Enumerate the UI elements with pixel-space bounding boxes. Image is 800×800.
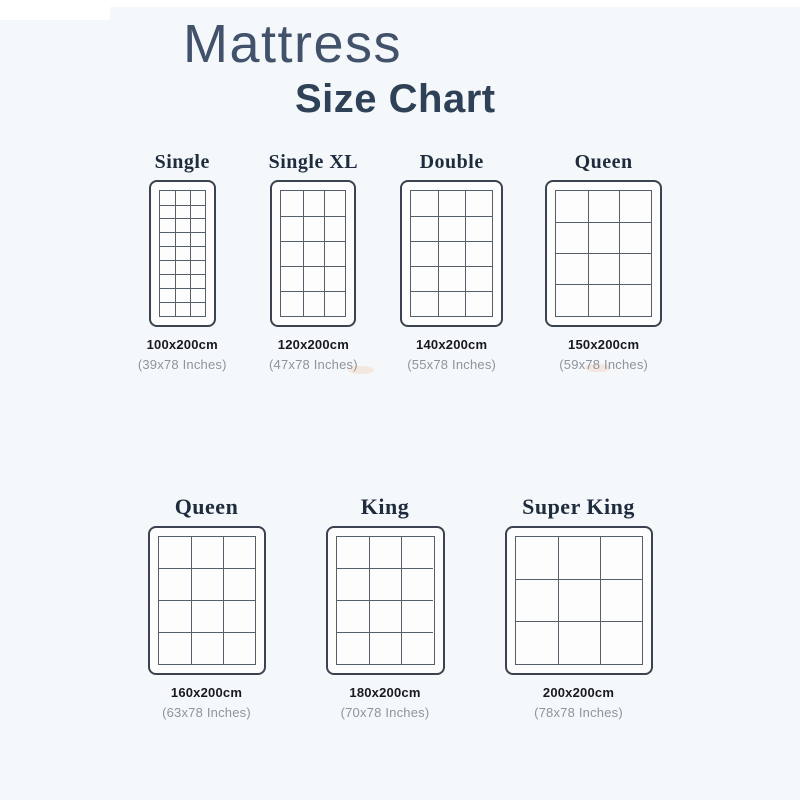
grid-cell [558,579,600,621]
grid-cell [175,288,190,302]
grid-cell [175,246,190,260]
mattress-name: Queen [574,150,633,173]
grid-cell [369,568,401,600]
mattress-name: King [360,493,410,519]
size-inches-label: (47x78 Inches) [268,356,358,372]
mattress-card [400,151,503,372]
grid-cell [619,284,651,315]
grid-cell [401,537,433,569]
grid-cell [160,232,175,246]
size-cm-label: 100x200cm [146,336,218,352]
grid-cell [369,600,401,632]
mattress-diagram [505,526,653,675]
grid-cell [159,632,191,664]
mattress-row-bottom [0,494,800,720]
size-cm-label: 150x200cm [568,336,640,352]
grid-cell [160,205,175,219]
grid-cell [600,621,642,663]
mattress-grid [555,190,652,317]
grid-cell [588,284,620,315]
grid-cell [190,232,205,246]
grid-cell [175,274,190,288]
grid-cell [465,266,492,291]
grid-cell [191,537,223,569]
grid-cell [160,218,175,232]
grid-cell [438,266,465,291]
grid-cell [303,191,324,216]
grid-cell [190,218,205,232]
mattress-grid [410,190,493,317]
size-cm-label: 120x200cm [277,336,349,352]
grid-cell [600,579,642,621]
grid-cell [175,232,190,246]
grid-cell [411,291,438,316]
size-cm-label: 160x200cm [170,684,243,700]
size-cm-label: 180x200cm [349,684,421,700]
grid-cell [619,253,651,284]
grid-cell [600,537,642,579]
size-inches-label: (78x78 Inches) [534,704,623,720]
grid-cell [159,568,191,600]
size-inches-label: (70x78 Inches) [340,704,430,720]
grid-cell [190,246,205,260]
grid-cell [438,241,465,266]
grid-cell [223,537,255,569]
mattress-name: Single [154,150,210,173]
mattress-grid [159,190,206,317]
grid-cell [160,260,175,274]
grid-cell [516,621,558,663]
mattress-grid [158,536,256,665]
grid-cell [303,291,324,316]
grid-cell [160,274,175,288]
size-inches-label: (55x78 Inches) [407,356,497,372]
page-subtitle: Size Chart [295,76,496,121]
size-cm-label: 200x200cm [542,684,615,700]
mattress-diagram [545,180,662,327]
grid-cell [281,191,302,216]
mattress-card [138,151,227,372]
grid-cell [588,222,620,253]
grid-cell [191,600,223,632]
grid-cell [191,568,223,600]
size-inches-label: (59x78 Inches) [559,356,649,372]
grid-cell [558,621,600,663]
grid-cell [191,632,223,664]
grid-cell [558,537,600,579]
grid-cell [516,537,558,579]
mattress-card [326,494,445,720]
grid-cell [175,191,190,205]
size-inches-label: (63x78 Inches) [162,704,251,720]
grid-cell [465,216,492,241]
mattress-diagram [149,180,216,327]
size-inches-label: (39x78 Inches) [137,356,227,372]
grid-cell [588,253,620,284]
mattress-grid [336,536,435,665]
grid-cell [175,218,190,232]
grid-cell [438,216,465,241]
grid-cell [337,600,369,632]
page-title: Mattress [183,14,403,74]
grid-cell [223,568,255,600]
grid-cell [324,266,345,291]
grid-cell [556,284,588,315]
grid-cell [324,291,345,316]
grid-cell [516,579,558,621]
grid-cell [556,222,588,253]
grid-cell [175,260,190,274]
grid-cell [401,632,433,664]
grid-cell [159,600,191,632]
grid-cell [223,600,255,632]
grid-cell [281,291,302,316]
grid-cell [588,191,620,222]
grid-cell [190,274,205,288]
mattress-card [545,151,662,372]
grid-cell [337,568,369,600]
mattress-name: Double [419,150,484,173]
grid-cell [369,537,401,569]
grid-cell [303,241,324,266]
mattress-name: Queen [174,493,239,519]
grid-cell [303,266,324,291]
grid-cell [465,191,492,216]
grid-cell [556,253,588,284]
grid-cell [160,191,175,205]
grid-cell [223,632,255,664]
grid-cell [619,222,651,253]
grid-cell [303,216,324,241]
grid-cell [160,246,175,260]
mattress-card [505,494,653,720]
mattress-grid [280,190,346,317]
grid-cell [175,205,190,219]
grid-cell [411,216,438,241]
grid-cell [324,191,345,216]
grid-cell [159,537,191,569]
mattress-row-top [0,151,800,372]
mattress-card [148,494,266,720]
grid-cell [324,241,345,266]
grid-cell [281,216,302,241]
grid-cell [619,191,651,222]
mattress-diagram [400,180,503,327]
mattress-diagram [148,526,266,675]
grid-cell [465,241,492,266]
grid-cell [324,216,345,241]
grid-cell [160,302,175,316]
grid-cell [281,241,302,266]
mattress-name: Single XL [268,150,359,173]
grid-cell [401,568,433,600]
grid-cell [190,260,205,274]
grid-cell [281,266,302,291]
grid-cell [337,632,369,664]
grid-cell [438,291,465,316]
size-cm-label: 140x200cm [416,336,488,352]
mattress-grid [515,536,643,665]
grid-cell [190,302,205,316]
grid-cell [369,632,401,664]
grid-cell [190,205,205,219]
mattress-diagram [326,526,445,675]
grid-cell [175,302,190,316]
grid-cell [337,537,369,569]
grid-cell [411,266,438,291]
mattress-diagram [270,180,356,327]
grid-cell [411,191,438,216]
grid-cell [438,191,465,216]
grid-cell [411,241,438,266]
mattress-card [269,151,359,372]
grid-cell [190,288,205,302]
grid-cell [401,600,433,632]
page-header [0,0,800,119]
mattress-name: Super King [522,493,635,519]
grid-cell [465,291,492,316]
grid-cell [190,191,205,205]
grid-cell [160,288,175,302]
grid-cell [556,191,588,222]
